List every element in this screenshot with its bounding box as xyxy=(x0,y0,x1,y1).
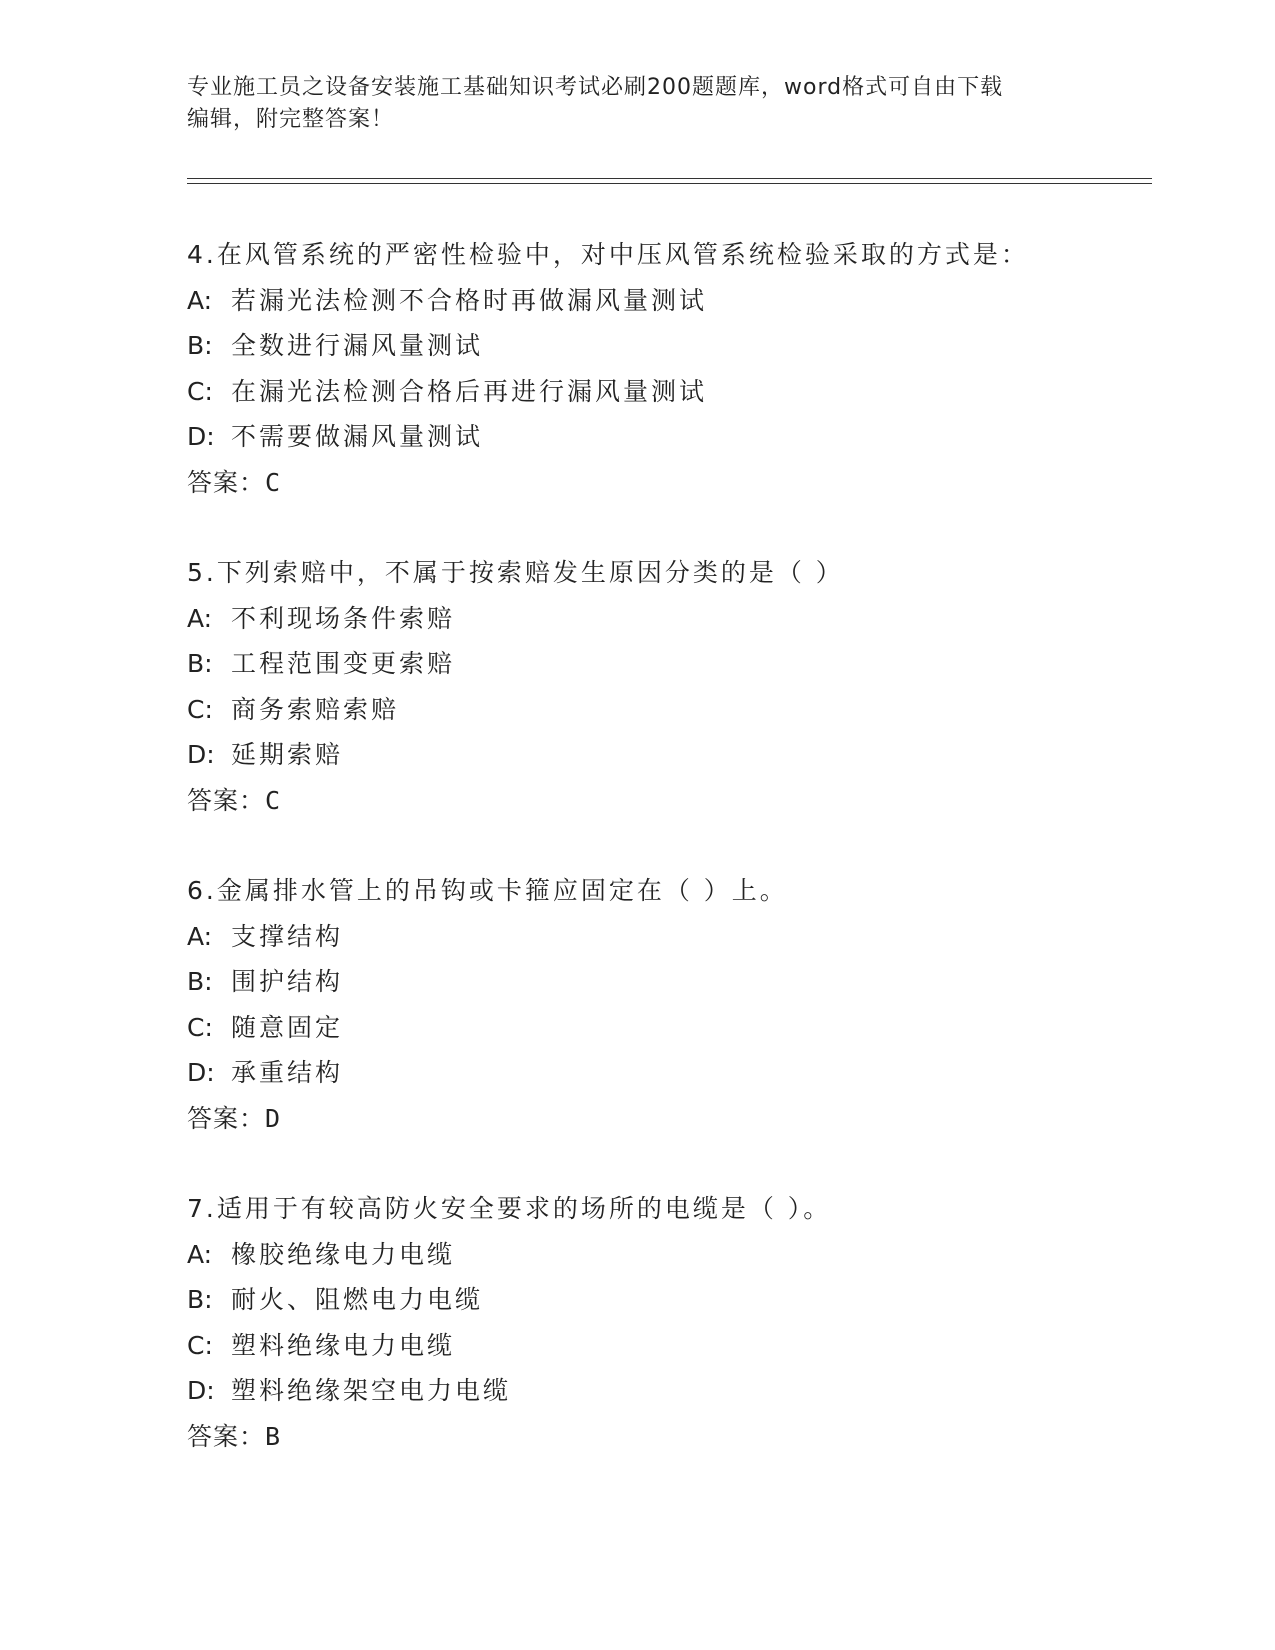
answer-line xyxy=(187,1414,1137,1460)
option-text: 若漏光法检测不合格时再做漏风量测试 xyxy=(231,285,708,315)
option-b xyxy=(187,641,1137,687)
option-letter: D: xyxy=(187,422,215,451)
option-letter: B: xyxy=(187,967,213,996)
option-letter: B: xyxy=(187,649,213,678)
option-text: 延期索赔 xyxy=(231,740,344,769)
option-text: 工程范围变更索赔 xyxy=(231,649,456,678)
answer-label: 答案： xyxy=(187,1421,266,1451)
option-letter: D: xyxy=(187,1376,215,1405)
option-c xyxy=(187,1005,1137,1051)
option-b xyxy=(187,1277,1137,1323)
answer-line xyxy=(187,460,1137,506)
question-stem: 7.适用于有较高防火安全要求的场所的电缆是（ ）。 xyxy=(187,1194,832,1223)
option-letter: C: xyxy=(187,376,213,406)
option-d xyxy=(187,1368,1137,1414)
option-letter: C: xyxy=(187,1012,213,1042)
option-text: 耐火、阻燃电力电缆 xyxy=(231,1285,484,1314)
answer-label: 答案： xyxy=(187,785,266,815)
question-6 xyxy=(187,868,1137,1141)
question-5 xyxy=(187,550,1137,823)
option-a xyxy=(187,278,1137,324)
option-text: 围护结构 xyxy=(231,967,344,996)
option-a xyxy=(187,914,1137,960)
option-b xyxy=(187,323,1137,369)
option-letter: D: xyxy=(187,1058,215,1087)
option-letter: A: xyxy=(187,1239,213,1269)
option-letter: D: xyxy=(187,740,215,769)
option-d xyxy=(187,1050,1137,1096)
question-stem: 5.下列索赔中，不属于按索赔发生原因分类的是（ ） xyxy=(187,558,844,587)
document-title-line-1: 专业施工员之设备安装施工基础知识考试必刷200题题库，word格式可自由下载 xyxy=(187,75,1004,100)
option-text: 在漏光法检测合格后再进行漏风量测试 xyxy=(231,376,708,406)
option-text: 全数进行漏风量测试 xyxy=(231,331,484,360)
option-a xyxy=(187,1232,1137,1278)
answer-label: 答案： xyxy=(187,467,266,497)
option-d xyxy=(187,414,1137,460)
answer-value: B xyxy=(265,1421,282,1451)
option-text: 塑料绝缘电力电缆 xyxy=(231,1330,456,1360)
document-title-line-2: 编辑，附完整答案！ xyxy=(187,107,395,132)
option-text: 商务索赔索赔 xyxy=(231,694,400,724)
answer-line xyxy=(187,778,1137,824)
option-b xyxy=(187,959,1137,1005)
option-a xyxy=(187,596,1137,642)
question-7 xyxy=(187,1186,1137,1459)
option-c xyxy=(187,369,1137,415)
option-c xyxy=(187,1323,1137,1369)
answer-line xyxy=(187,1096,1137,1142)
question-stem: 4.在风管系统的严密性检验中，对中压风管系统检验采取的方式是： xyxy=(187,240,1029,269)
document-title xyxy=(187,72,1087,136)
option-text: 塑料绝缘架空电力电缆 xyxy=(231,1376,512,1405)
option-d xyxy=(187,732,1137,778)
option-letter: A: xyxy=(187,603,213,633)
option-letter: C: xyxy=(187,694,213,724)
option-text: 不利现场条件索赔 xyxy=(231,603,456,633)
option-text: 承重结构 xyxy=(231,1058,344,1087)
option-letter: B: xyxy=(187,331,213,360)
option-letter: C: xyxy=(187,1330,213,1360)
option-text: 支撑结构 xyxy=(231,921,344,951)
option-text: 随意固定 xyxy=(231,1012,344,1042)
header-divider-top xyxy=(187,178,1152,179)
answer-value: C xyxy=(265,467,282,497)
option-c xyxy=(187,687,1137,733)
question-4 xyxy=(187,232,1137,505)
answer-label: 答案： xyxy=(187,1103,266,1133)
option-text: 橡胶绝缘电力电缆 xyxy=(231,1239,456,1269)
option-letter: B: xyxy=(187,1285,213,1314)
option-text: 不需要做漏风量测试 xyxy=(231,422,484,451)
question-stem: 6.金属排水管上的吊钩或卡箍应固定在（ ）上。 xyxy=(187,876,788,905)
option-letter: A: xyxy=(187,285,213,315)
answer-value: C xyxy=(265,785,282,815)
header-divider-bottom xyxy=(187,183,1152,184)
answer-value: D xyxy=(265,1103,282,1133)
option-letter: A: xyxy=(187,921,213,951)
